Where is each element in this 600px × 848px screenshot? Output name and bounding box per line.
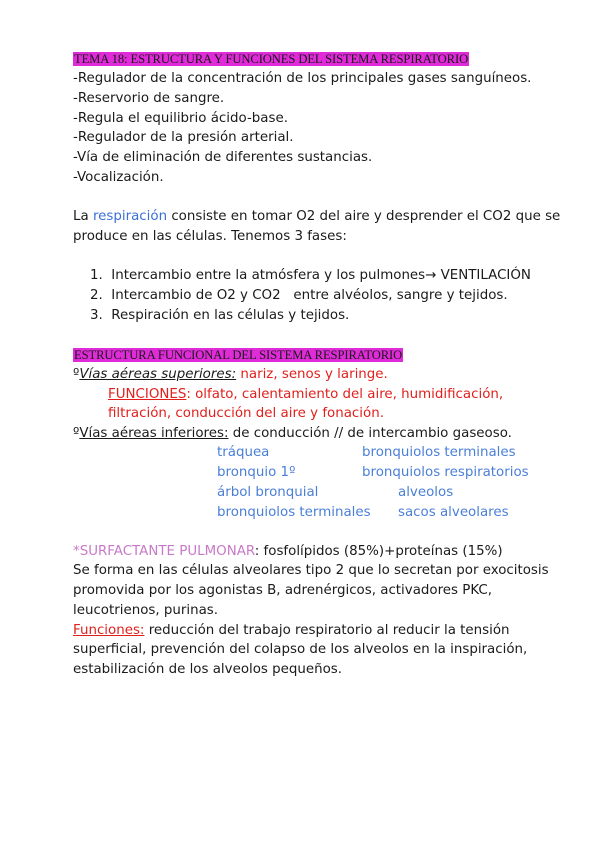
conduction-item: bronquio 1º	[217, 465, 296, 480]
exchange-item: alveolos	[398, 485, 454, 500]
bullet: º	[73, 426, 80, 441]
phase-item	[90, 267, 531, 285]
lower-airways-label: Vías aéreas inferiores:	[79, 426, 229, 441]
surfactant-functions-line: estabilización de los alveolos pequeños.	[73, 662, 343, 677]
respiration-paragraph-line2: produce en las células. Tenemos 3 fases:	[73, 229, 347, 244]
intro-item: -Regulador de la concentración de los principales gases sanguíneos.	[73, 71, 532, 86]
intro-item: -Regula el equilibrio ácido-base.	[73, 111, 288, 126]
lower-airways-value: de conducción // de intercambio gaseoso.	[228, 426, 512, 441]
conduction-item: bronquiolos terminales	[217, 505, 371, 520]
title: TEMA 18: ESTRUCTURA Y FUNCIONES DEL SISTEMA RESPIRATORIO	[74, 52, 469, 66]
surfactant-functions	[73, 622, 510, 640]
phase-text: Respiración en las células y tejidos.	[111, 308, 350, 323]
surfactant-line: leucotrienos, purinas.	[73, 603, 219, 618]
respiration-paragraph	[73, 208, 560, 226]
upper-airways-value: nariz, senos y laringe.	[236, 367, 388, 382]
phase-item	[90, 287, 508, 305]
heading-1	[73, 50, 469, 69]
section2-title: ESTRUCTURA FUNCIONAL DEL SISTEMA RESPIRATORIO	[74, 348, 403, 362]
respiration-term: respiración	[92, 209, 168, 224]
surfactant-heading	[73, 543, 503, 561]
upper-functions-line2: filtración, conducción del aire y fonación.	[108, 406, 384, 421]
phase-text: Intercambio de O2 y CO2 entre alvéolos, sangre y tejidos.	[111, 288, 508, 303]
conduction-item: árbol bronquial	[217, 485, 319, 500]
bullet: º	[73, 367, 80, 382]
intro-item: -Regulador de la presión arterial.	[73, 130, 294, 145]
functions-label: FUNCIONES	[108, 387, 187, 402]
heading-2	[73, 346, 403, 365]
surfactant-value: : fosfolípidos (85%)+proteínas (15%)	[254, 544, 503, 559]
phase-text: Intercambio entre la atmósfera y los pulmones→ VENTILACIÓN	[111, 268, 531, 283]
text: consiste en tomar O2 del aire y desprender el CO2 que se	[167, 209, 561, 224]
exchange-item: bronquiolos terminales	[362, 445, 516, 460]
upper-airways	[73, 366, 388, 384]
phase-item	[90, 307, 349, 325]
intro-item: -Vocalización.	[73, 170, 164, 185]
intro-item: -Reservorio de sangre.	[73, 91, 225, 106]
intro-item: -Vía de eliminación de diferentes sustancias.	[73, 150, 373, 165]
surfactant-functions-line: superficial, prevención del colapso de los alveolos en la inspiración,	[73, 642, 528, 657]
surfactant-line: promovida por los agonistas B, adrenérgicos, activadores PKC,	[73, 583, 493, 598]
lower-airways	[73, 425, 512, 443]
functions-text: reducción del trabajo respiratorio al reducir la tensión	[144, 623, 510, 638]
functions-text: : olfato, calentamiento del aire, humidificación,	[186, 387, 504, 402]
phase-number: 1.	[90, 268, 103, 283]
text: La	[73, 209, 93, 224]
exchange-item: bronquiolos respiratorios	[362, 465, 529, 480]
exchange-item: sacos alveolares	[398, 505, 509, 520]
upper-airways-label: Vías aéreas superiores:	[79, 367, 237, 382]
functions-label: Funciones:	[73, 623, 145, 638]
conduction-item: tráquea	[217, 445, 270, 460]
surfactant-line: Se forma en las células alveolares tipo 2 que lo secretan por exocitosis	[73, 563, 549, 578]
upper-functions	[108, 386, 503, 404]
phase-number: 2.	[90, 288, 103, 303]
surfactant-label: *SURFACTANTE PULMONAR	[73, 544, 255, 559]
phase-number: 3.	[90, 308, 103, 323]
